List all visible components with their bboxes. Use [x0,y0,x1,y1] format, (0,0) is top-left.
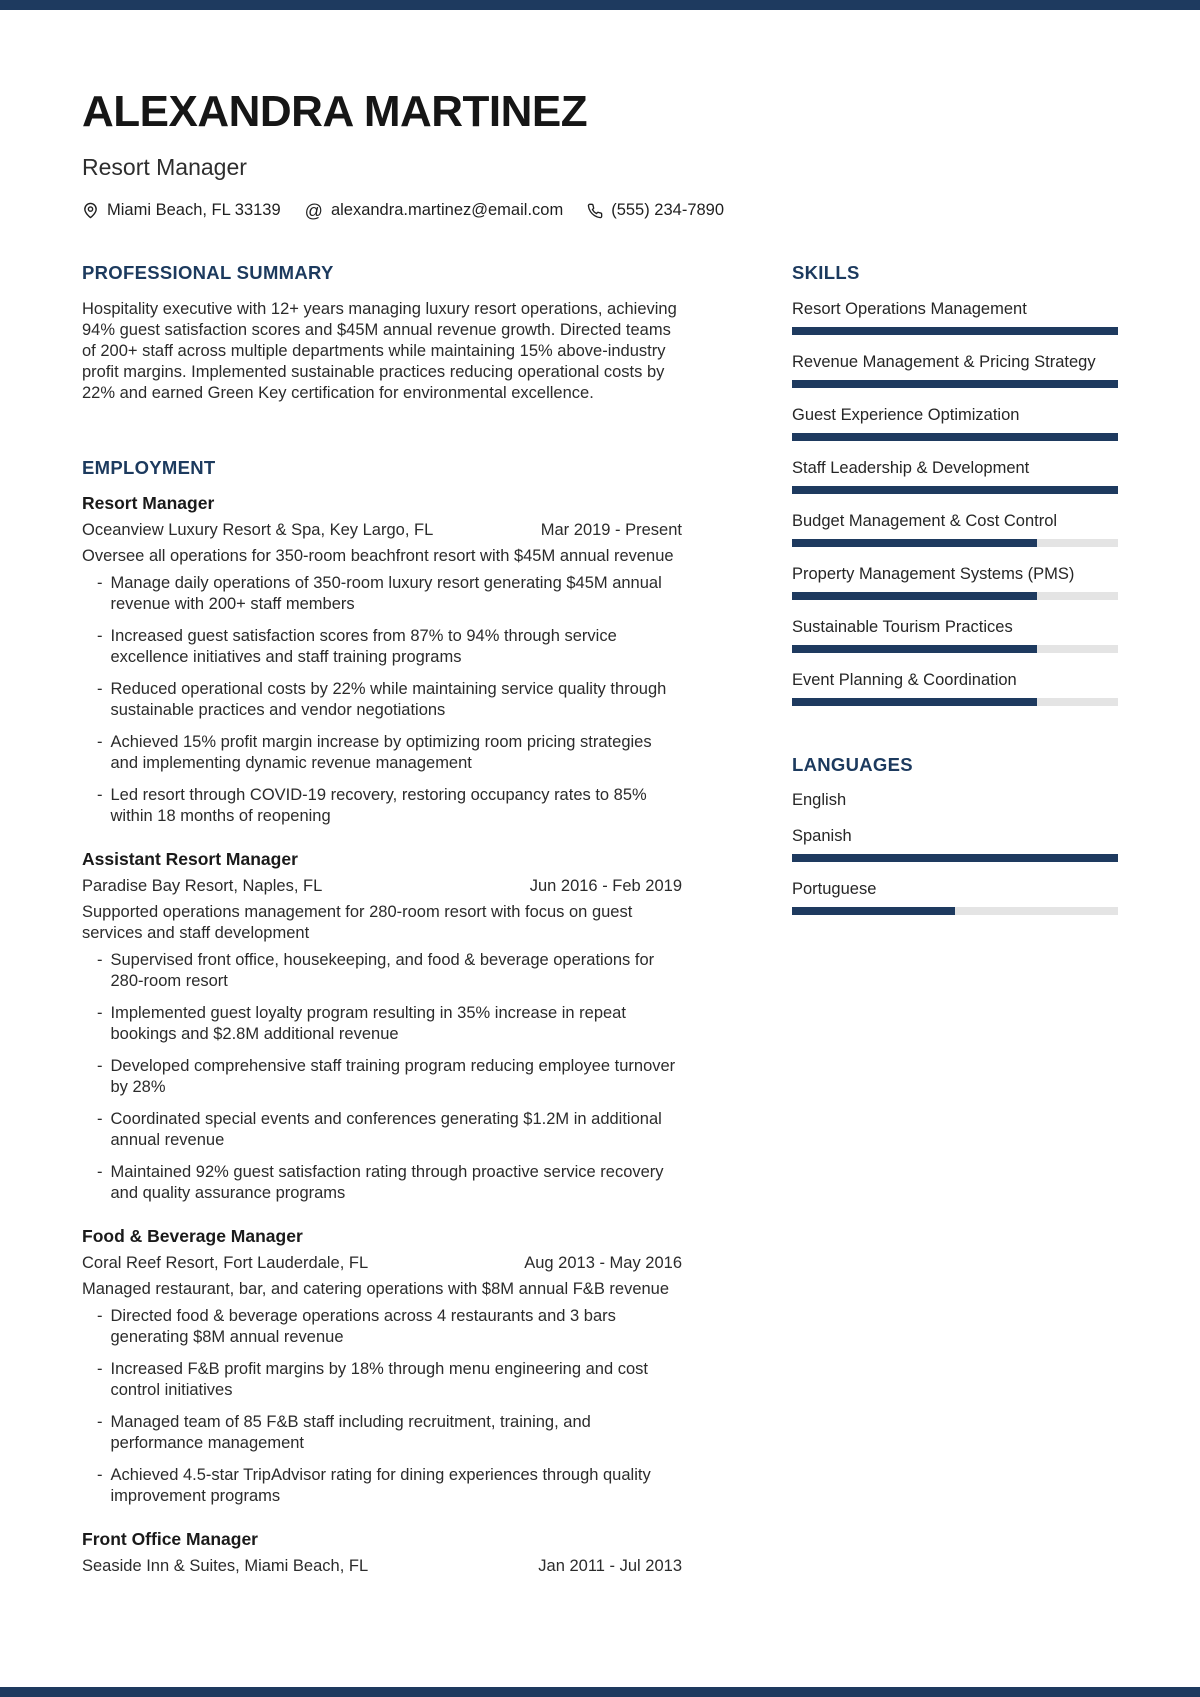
employment-list [82,493,682,1577]
contact-email-text: alexandra.martinez@email.com [330,201,564,219]
bullet-item [97,732,682,774]
contact-phone [587,201,724,220]
skill-label: Event Planning & Coordination [792,670,1017,689]
bullet-dash: - [97,1163,103,1181]
skill-bar-track [792,698,1118,706]
skill-bar-fill [792,698,1037,706]
skill-item [792,511,1118,547]
skill-bar-fill [792,486,1118,494]
job-meta-row [82,1253,682,1274]
skill-item [792,299,1118,335]
location-pin-icon [82,202,99,219]
top-accent-bar [0,0,1200,10]
bullet-text: Managed team of 85 F&B staff including recruitment, training, and performance management [110,1413,591,1452]
languages-list [792,790,1118,915]
skill-bar-track [792,645,1118,653]
job-entry [82,1529,682,1577]
bullet-item [97,1109,682,1151]
bullet-item [97,1162,682,1204]
skill-label: Staff Leadership & Development [792,458,1030,477]
bullet-dash: - [97,680,103,698]
skill-bar-track [792,539,1118,547]
skill-item [792,564,1118,600]
bullet-text: Coordinated special events and conferences generating $1.2M in additional annual revenue [110,1110,662,1149]
bullet-dash: - [97,733,103,751]
job-entry [82,849,682,1204]
right-column [792,264,1118,1599]
job-bullet-list [82,573,682,827]
bottom-accent-bar [0,1687,1200,1697]
skill-bar-fill [792,433,1118,441]
job-company: Seaside Inn & Suites, Miami Beach, FL [82,1557,369,1575]
bullet-item [97,1359,682,1401]
bullet-text: Supervised front office, housekeeping, and food & beverage operations for 280-room resort [110,951,655,990]
skill-item [792,352,1118,388]
language-bar-track [792,854,1118,862]
resume-header [82,87,1118,221]
skill-bar-track [792,380,1118,388]
skill-bar-track [792,433,1118,441]
job-dates: Mar 2019 - Present [540,521,682,539]
skill-bar-track [792,486,1118,494]
phone-icon [587,203,603,219]
contact-row [82,201,1118,220]
bullet-item [97,1306,682,1348]
job-bullet-list [82,950,682,1204]
bullet-item [97,1412,682,1454]
skill-item [792,670,1118,706]
bullet-item [97,679,682,721]
bullet-item [97,626,682,668]
language-label: Portuguese [792,880,877,898]
language-item [792,826,1118,862]
summary-text: Hospitality executive with 12+ years managing luxury resort operations, achieving 94% guest satisfaction scores and $45M annual revenue growth. Directed teams of 200+ staff across multiple departments while maintaining 15% above-industry profit margins. Implemented sustainable practices reducing operational costs by 22% and earned Green Key certification for environmental excellence. [82,299,677,402]
job-dates: Jun 2016 - Feb 2019 [529,877,682,895]
bullet-dash: - [97,1466,103,1484]
summary-heading: PROFESSIONAL SUMMARY [82,262,334,283]
skill-bar-track [792,592,1118,600]
skill-label: Guest Experience Optimization [792,405,1020,424]
candidate-name: ALEXANDRA MARTINEZ [82,87,588,136]
skill-label: Revenue Management & Pricing Strategy [792,352,1096,371]
at-sign-icon: @ [304,200,323,221]
bullet-dash: - [97,1413,103,1431]
contact-phone-text: (555) 234-7890 [611,201,725,219]
skill-label: Property Management Systems (PMS) [792,564,1075,583]
job-meta-row [82,876,682,897]
bullet-text: Achieved 4.5-star TripAdvisor rating for dining experiences through quality improvement programs [110,1466,651,1505]
skill-item [792,405,1118,441]
job-meta-row [82,520,682,541]
job-entry [82,1226,682,1507]
job-bullet-list [82,1306,682,1507]
skill-label: Resort Operations Management [792,299,1027,318]
bullet-text: Developed comprehensive staff training program reducing employee turnover by 28% [110,1057,676,1096]
bullet-dash: - [97,1110,103,1128]
job-title: Front Office Manager [82,1529,258,1549]
skill-bar-fill [792,380,1118,388]
skills-heading: SKILLS [792,262,860,283]
language-label: Spanish [792,827,852,845]
bullet-text: Maintained 92% guest satisfaction rating through proactive service recovery and quality assurance programs [110,1163,664,1202]
skill-label: Sustainable Tourism Practices [792,617,1013,636]
bullet-dash: - [97,786,103,804]
job-meta-row [82,1556,682,1577]
bullet-dash: - [97,1057,103,1075]
job-company: Oceanview Luxury Resort & Spa, Key Largo, FL [82,521,434,539]
bullet-text: Led resort through COVID-19 recovery, restoring occupancy rates to 85% within 18 months of reopening [110,786,647,825]
bullet-dash: - [97,574,103,592]
language-item [792,790,1118,811]
job-dates: Aug 2013 - May 2016 [524,1254,682,1272]
job-title: Assistant Resort Manager [82,849,298,869]
skill-bar-fill [792,592,1037,600]
job-description: Oversee all operations for 350-room beachfront resort with $45M annual revenue [82,547,674,565]
skill-item [792,458,1118,494]
skill-item [792,617,1118,653]
bullet-dash: - [97,627,103,645]
job-description: Managed restaurant, bar, and catering operations with $8M annual F&B revenue [82,1280,670,1298]
language-label: English [792,791,847,809]
skill-bar-fill [792,645,1037,653]
bullet-dash: - [97,1307,103,1325]
bullet-dash: - [97,1004,103,1022]
job-title: Food & Beverage Manager [82,1226,303,1246]
job-description: Supported operations management for 280-room resort with focus on guest services and staff development [82,903,633,942]
job-company: Paradise Bay Resort, Naples, FL [82,877,323,895]
language-bar-fill [792,907,955,915]
bullet-text: Increased F&B profit margins by 18% through menu engineering and cost control initiatives [110,1360,648,1399]
contact-location-text: Miami Beach, FL 33139 [107,201,281,219]
language-item [792,879,1118,915]
skill-bar-fill [792,327,1118,335]
bullet-text: Increased guest satisfaction scores from 87% to 94% through service excellence initiatives and staff training programs [110,627,617,666]
employment-heading: EMPLOYMENT [82,456,216,478]
bullet-item [97,785,682,827]
bullet-dash: - [97,951,103,969]
bullet-item [97,1003,682,1045]
job-dates: Jan 2011 - Jul 2013 [538,1557,682,1575]
job-entry [82,493,682,827]
contact-email [305,201,564,220]
contact-location [82,201,281,220]
language-bar-fill [792,854,1118,862]
skill-bar-track [792,327,1118,335]
bullet-text: Reduced operational costs by 22% while maintaining service quality through sustainable practices and vendor negotiations [110,680,667,719]
job-company: Coral Reef Resort, Fort Lauderdale, FL [82,1254,369,1272]
skills-list [792,299,1118,706]
bullet-text: Achieved 15% profit margin increase by optimizing room pricing strategies and implementing dynamic revenue management [110,733,652,772]
bullet-item [97,1056,682,1098]
bullet-item [97,950,682,992]
candidate-title: Resort Manager [82,154,247,180]
bullet-item [97,573,682,615]
language-bar-track [792,907,1118,915]
bullet-dash: - [97,1360,103,1378]
left-column [82,264,682,1599]
skill-label: Budget Management & Cost Control [792,511,1058,530]
skill-bar-fill [792,539,1037,547]
bullet-item [97,1465,682,1507]
languages-heading: LANGUAGES [792,753,913,775]
bullet-text: Manage daily operations of 350-room luxury resort generating $45M annual revenue with 200+ staff members [110,574,662,613]
job-title: Resort Manager [82,493,215,513]
bullet-text: Directed food & beverage operations across 4 restaurants and 3 bars generating $8M annual revenue [110,1307,616,1346]
bullet-text: Implemented guest loyalty program resulting in 35% increase in repeat bookings and $2.8M additional revenue [110,1004,626,1043]
